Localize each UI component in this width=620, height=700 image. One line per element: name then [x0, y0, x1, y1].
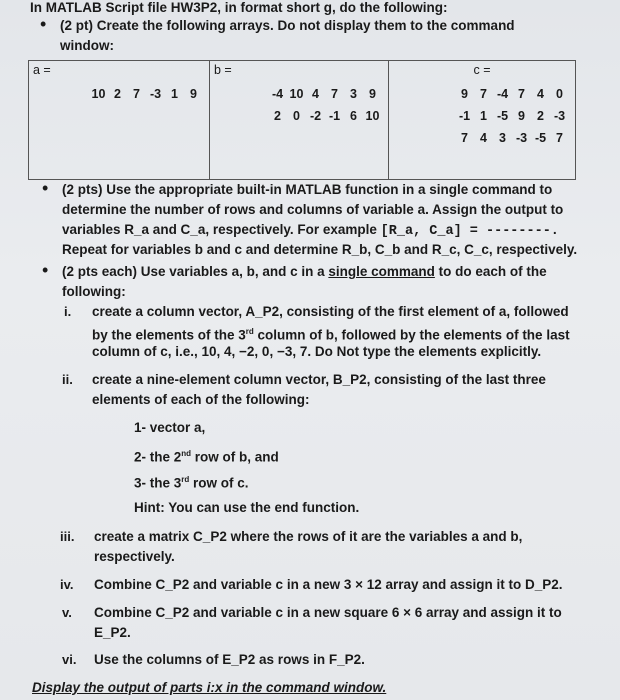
footer-instruction: Display the output of parts i:x in the command window.	[32, 680, 387, 695]
bullet3-line1: (2 pts each) Use variables a, b, and c in a single command to do each of the	[62, 264, 547, 279]
array-b-row-2: 2 0 -2 -1 6 10	[274, 109, 380, 123]
array-c-row-2: -1 1 -5 9 2 -3	[458, 109, 566, 123]
array-c-row-1: 9 7 -4 7 4 0	[461, 87, 563, 101]
item-v-number: v.	[62, 605, 72, 620]
item-i-number: i.	[64, 304, 72, 319]
bullet1-line2: window:	[60, 38, 114, 53]
bullet-icon: •	[42, 178, 49, 198]
item-vi-number: vi.	[62, 652, 77, 667]
bullet2-line1: (2 pts) Use the appropriate built-in MATLAB function in a single command to	[62, 182, 553, 197]
item-iv-number: iv.	[60, 577, 74, 592]
item-i-line2: by the elements of the 3rd column of b, followed by the elements of the last	[92, 327, 570, 343]
bullet1-line1: (2 pt) Create the following arrays. Do not display them to the command	[60, 18, 515, 33]
bullet2-line2: determine the number of rows and columns of variable a. Assign the output to	[62, 202, 564, 217]
item-iii-line1: create a matrix C_P2 where the rows of it are the variables a and b,	[94, 529, 523, 544]
item-ii-line1: create a nine-element column vector, B_P2, consisting of the last three	[92, 372, 546, 387]
item-v-line2: E_P2.	[94, 625, 131, 640]
item-ii-line2: elements of each of the following:	[92, 392, 310, 407]
array-b-row-1: -4 10 4 7 3 9	[271, 87, 376, 101]
bullet3-line2: following:	[62, 284, 126, 299]
item-iii-number: iii.	[60, 529, 75, 544]
example-code: [R_a, C_a] = --------.	[380, 224, 559, 239]
instruction-header: In MATLAB Script file HW3P2, in format short g, do the following:	[30, 0, 448, 15]
bullet2-line3: variables R_a and C_a, respectively. For example [R_a, C_a] = --------.	[62, 222, 559, 239]
item-vi-line1: Use the columns of E_P2 as rows in F_P2.	[94, 652, 365, 667]
bullet-icon: •	[42, 260, 49, 280]
subitem-1: 1- vector a,	[134, 420, 206, 435]
hint-line: Hint: You can use the end function.	[134, 500, 360, 515]
item-v-line1: Combine C_P2 and variable c in a new square 6 × 6 array and assign it to	[94, 605, 562, 620]
array-c-label: c =	[473, 63, 491, 77]
array-c-row-3: 7 4 3 -3 -5 7	[461, 131, 563, 145]
subitem-2: 2- the 2nd row of b, and	[134, 449, 279, 465]
item-i-line1: create a column vector, A_P2, consisting of the first element of a, followed	[92, 304, 569, 319]
array-a-label: a =	[33, 63, 51, 77]
item-iii-line2: respectively.	[94, 549, 175, 564]
array-b-label: b =	[214, 63, 232, 77]
bullet2-line4: Repeat for variables b and c and determine R_b, C_b and R_c, C_c, respectively.	[62, 242, 578, 257]
array-a-row-1: 10 2 7 -3 1 9	[91, 87, 197, 101]
bullet-icon: •	[40, 14, 47, 34]
item-iv-line1: Combine C_P2 and variable c in a new 3 × 12 array and assign it to D_P2.	[94, 577, 563, 592]
arrays-table	[28, 60, 576, 180]
array-b-cell	[210, 61, 389, 180]
item-ii-number: ii.	[62, 372, 73, 387]
item-i-line3: column of c, i.e., 10, 4, −2, 0, −3, 7. Do Not type the elements explicitly.	[92, 344, 542, 359]
array-c-cell	[389, 61, 576, 180]
array-a-cell	[29, 61, 210, 180]
subitem-3: 3- the 3rd row of c.	[134, 475, 249, 491]
